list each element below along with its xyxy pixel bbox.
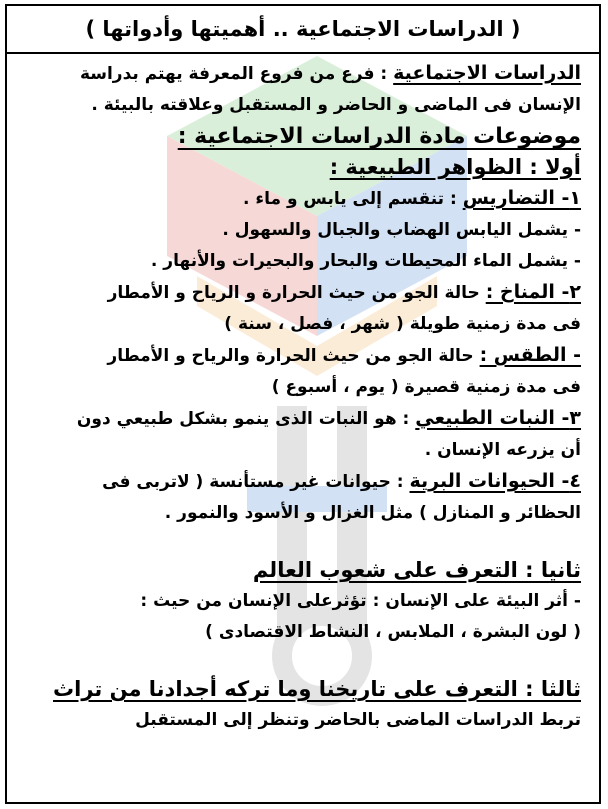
- spacer: [19, 529, 581, 555]
- weather-term: - الطقس :: [479, 344, 581, 366]
- vegetation-text: : هو النبات الذى ينمو بشكل طبيعي دون: [76, 409, 416, 429]
- animals-term: ٤- الحيوانات البرية: [409, 470, 581, 492]
- vegetation-term: ٣- النبات الطبيعي: [415, 407, 581, 429]
- section3-line-1: تربط الدراسات الماضى بالحاضر وتنظر إلى المستقبل: [135, 710, 581, 730]
- definition-text: : فرع من فروع المعرفة يهتم بدراسة: [79, 64, 394, 84]
- relief-bullet-2: - يشمل الماء المحيطات والبحار والبحيرات والأنهار .: [150, 251, 581, 271]
- definition-line-1: [19, 58, 581, 90]
- weather-line: [19, 340, 581, 372]
- page-title: ( الدراسات الاجتماعية .. أهميتها وأدواتها ): [7, 6, 599, 54]
- topics-heading: موضوعات مادة الدراسات الاجتماعية :: [177, 124, 581, 149]
- weather-text: حالة الجو من حيث الحرارة والرياح و الأمطار: [107, 346, 480, 366]
- relief-bullet-1: - يشمل اليابس الهضاب والجبال والسهول .: [222, 220, 581, 240]
- climate-text: حالة الجو من حيث الحرارة و الرياح و الأمطار: [107, 283, 486, 303]
- animals-text: : حيوانات غير مستأنسة ( لاتربى فى: [102, 472, 410, 492]
- animals-line-2: الحظائر و المنازل ) مثل الغزال و الأسود والنمور .: [164, 503, 581, 523]
- document-page: [5, 4, 601, 804]
- section2-heading: ثانيا : التعرف على شعوب العالم: [252, 558, 581, 582]
- section2-line-1: - أثر البيئة على الإنسان : تؤثرعلى الإنسان من حيث :: [140, 591, 581, 611]
- relief-term: ١- التضاريس: [462, 187, 581, 209]
- weather-line-2: فى مدة زمنية قصيرة ( يوم ، أسبوع ): [271, 377, 581, 397]
- main-content: [19, 58, 581, 736]
- vegetation-line: [19, 403, 581, 435]
- climate-term: ٢- المناخ :: [485, 281, 581, 303]
- vegetation-line-2: أن يزرعه الإنسان .: [424, 440, 581, 460]
- section1-heading: أولا : الظواهر الطبيعية :: [329, 155, 581, 179]
- animals-line: [19, 466, 581, 498]
- spacer: [19, 648, 581, 674]
- relief-line: [19, 183, 581, 215]
- definition-line-2: الإنسان فى الماضى و الحاضر و المستقبل وعلاقته بالبيئة .: [91, 95, 581, 115]
- section2-line-2: ( لون البشرة ، الملابس ، النشاط الاقتصادى ): [205, 622, 581, 642]
- section3-heading: ثالثا : التعرف على تاريخنا وما تركه أجدادنا من تراث: [53, 677, 581, 701]
- relief-text: : تنقسم إلى يابس و ماء .: [243, 189, 463, 209]
- climate-line-2: فى مدة زمنية طويلة ( شهر ، فصل ، سنة ): [224, 314, 581, 334]
- definition-term: الدراسات الاجتماعية: [393, 62, 581, 84]
- climate-line: [19, 277, 581, 309]
